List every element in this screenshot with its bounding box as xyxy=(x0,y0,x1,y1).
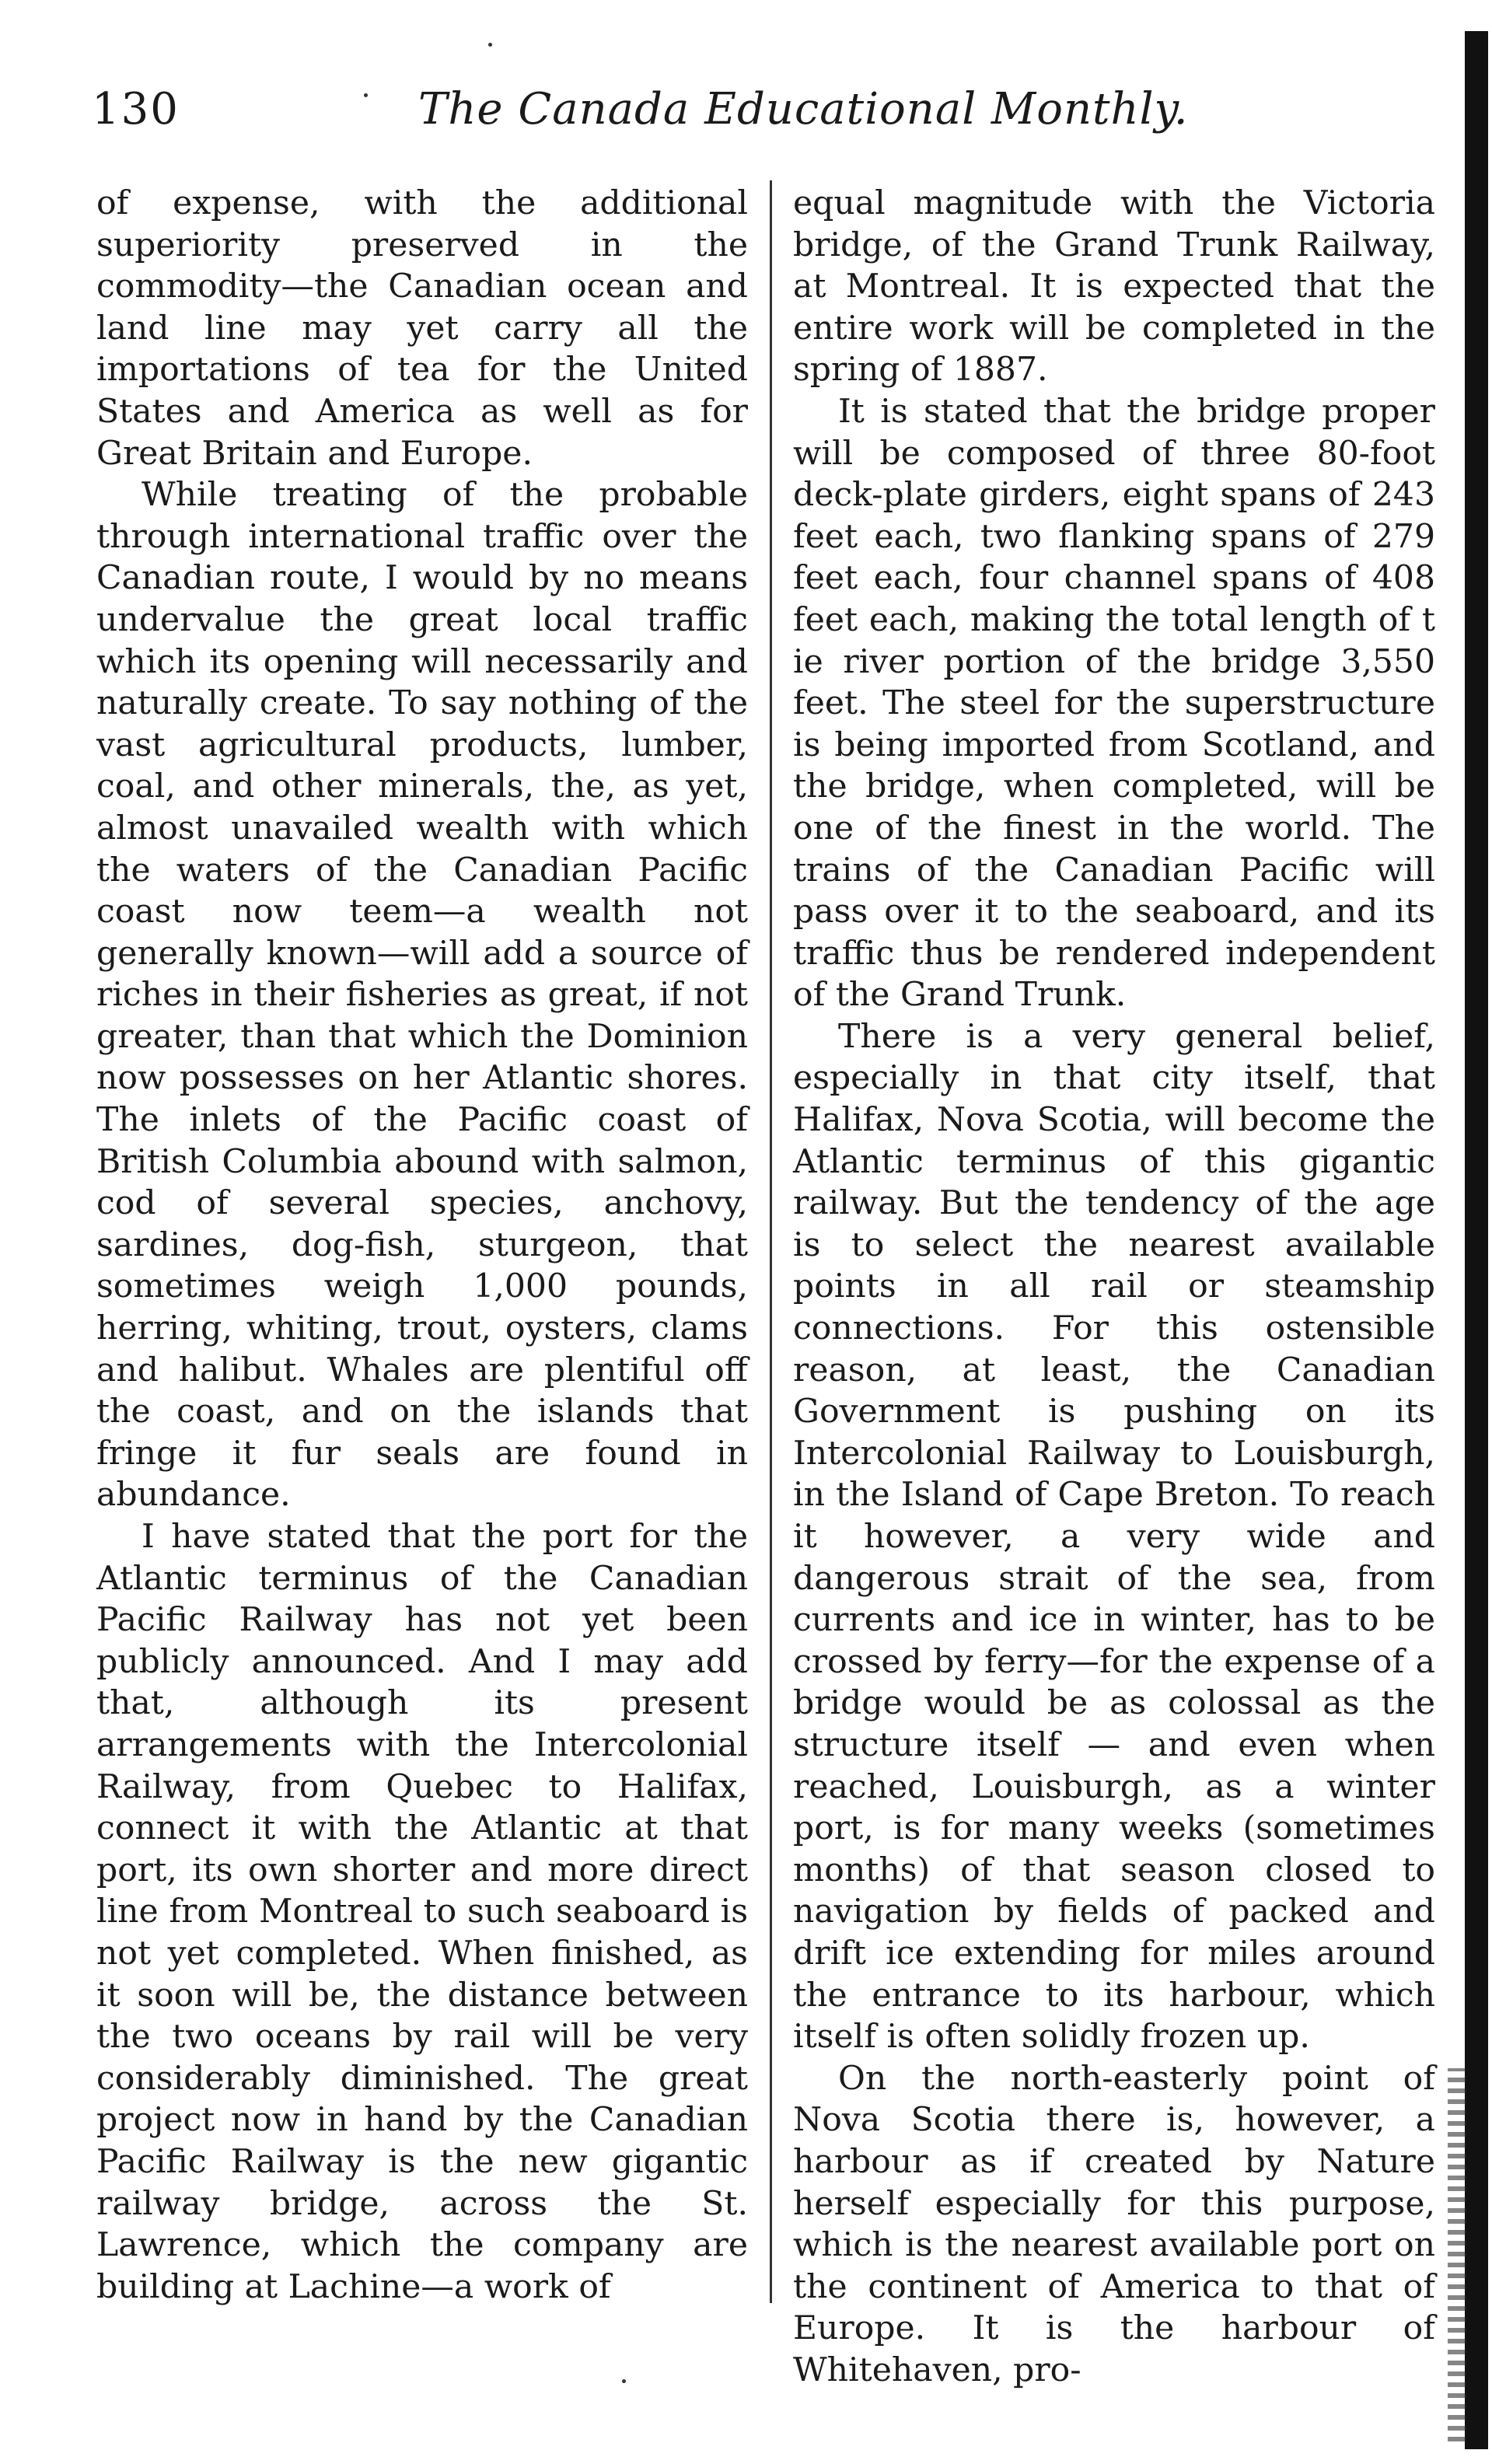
page-number: 130 xyxy=(92,84,180,135)
paragraph: It is stated that the bridge proper will be composed of three 80-foot deck-plate girders, eight spans of 243 feet each, two flanking spans of 279 feet each, four channel spans of 408 feet each, making the total length of t ie river portion of the bridge 3,550 feet. The steel for the superstructure is being imported from Scotland, and the bridge, when completed, will be one of the finest in the world. The trains of the Canadian Pacific will pass over it to the seaboard, and its traffic thus be rendered independent of the Grand Trunk. xyxy=(793,392,1435,1015)
paragraph: On the north-easterly point of Nova Scotia there is, however, a harbour as if created by Nature herself especially for this purpose, which is the nearest available port on the continent of America to that of Europe. It is the harbour of Whitehaven, pro- xyxy=(793,2059,1435,2389)
paragraph: There is a very general belief, especially in that city itself, that Halifax, Nova Scotia, will become the Atlantic terminus of this gigantic railway. But the tendency of the age is to select the nearest available points in all rail or steamship connections. For this ostensible reason, at least, the Canadian Government is pushing on its Intercolonial Railway to Louisburgh, in the Island of Cape Breton. To reach it however, a very wide and dangerous strait of the sea, from currents and ice in winter, has to be crossed by ferry—for the expense of a bridge would be as colossal as the structure itself — and even when reached, Louisburgh, as a winter port, is for many weeks (sometimes months) of that season closed to navigation by fields of packed and drift ice extending for miles around the entrance to its harbour, which itself is often solidly frozen up. xyxy=(793,1017,1435,2057)
running-title: The Canada Educational Monthly. xyxy=(418,84,1189,135)
paragraph: of expense, with the additional superiority preserved in the commodity—the Canadian ocean and land line may yet carry all the importations of tea for the United States and America as well as for Great Britain and Europe. xyxy=(96,184,748,473)
right-column xyxy=(793,183,1435,2391)
page-edge-shadow xyxy=(1465,31,1488,2449)
footer-speck xyxy=(622,2379,626,2383)
left-column xyxy=(96,183,748,2308)
paragraph: equal magnitude with the Victoria bridge, of the Grand Trunk Railway, at Montreal. It is expected that the entire work will be completed in the spring of 1887. xyxy=(793,184,1435,390)
top-speck xyxy=(488,43,492,47)
paragraph: While treating of the probable through international traffic over the Canadian route, I would by no means undervalue the great local traffic which its opening will necessarily and naturally create. To say nothing of the vast agricultural products, lumber, coal, and other minerals, the, as yet, almost unavailed wealth with which the waters of the Canadian Pacific coast now teem—a wealth not generally known—will add a source of riches in their fisheries as great, if not greater, than that which the Dominion now possesses on her Atlantic shores. The inlets of the Pacific coast of British Columbia abound with salmon, cod of several species, anchovy, sardines, dog-fish, sturgeon, that sometimes weigh 1,000 pounds, herring, whiting, trout, oysters, clams and halibut. Whales are plentiful off the coast, and on the islands that fringe it fur seals are found in abundance. xyxy=(96,476,748,1515)
header-speck xyxy=(364,93,368,97)
page-edge-speckle xyxy=(1448,2068,1466,2441)
page-header xyxy=(92,84,1445,154)
paragraph: I have stated that the port for the Atlantic terminus of the Canadian Pacific Railway has not yet been publicly announced. And I may add that, although its present arrangements with the Intercolonial Railway, from Quebec to Halifax, connect it with the Atlantic at that port, its own shorter and more direct line from Montreal to such seaboard is not yet completed. When finished, as it soon will be, the distance between the two oceans by rail will be very considerably diminished. The great project now in hand by the Canadian Pacific Railway is the new gigantic railway bridge, across the St. Lawrence, which the company are building at Lachine—a work of xyxy=(96,1518,748,2306)
column-divider xyxy=(770,180,772,2303)
